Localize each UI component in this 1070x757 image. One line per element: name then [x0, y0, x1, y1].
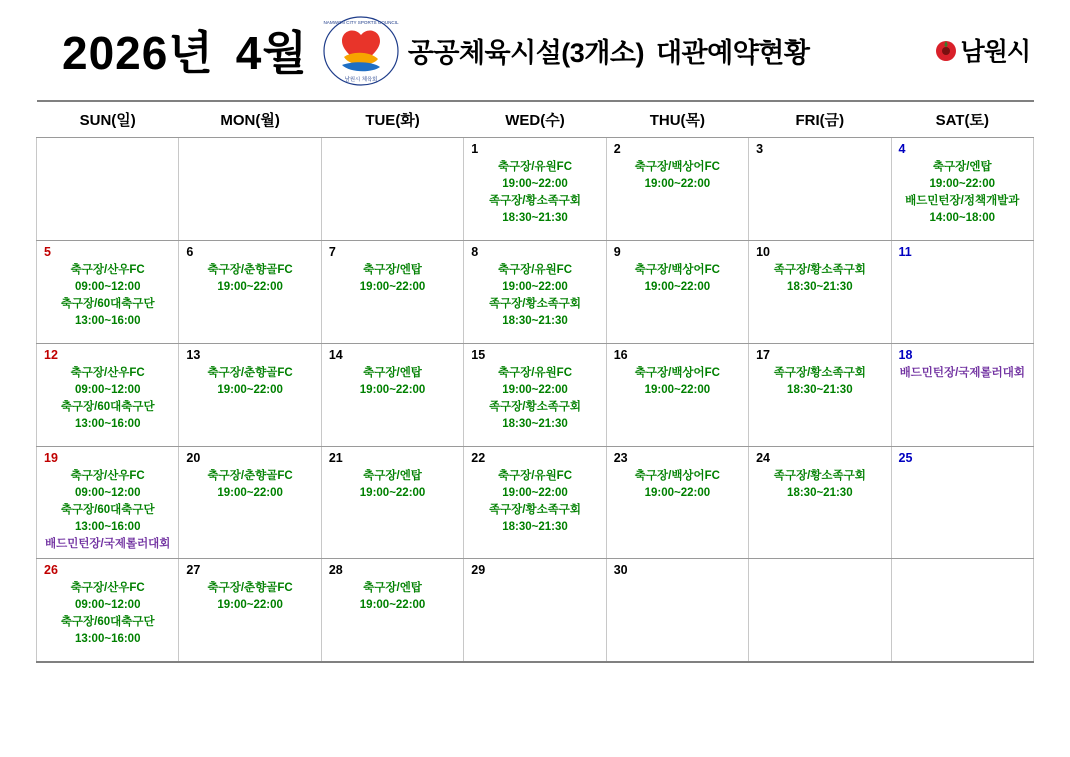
day-number: 16	[613, 348, 628, 362]
calendar-week-row	[37, 447, 1034, 559]
event-entry: 축구장/60대축구단	[60, 504, 155, 516]
event-entry: 족구장/황소족구회	[488, 504, 582, 516]
calendar-day-cell[interactable]	[606, 138, 748, 241]
day-number: 20	[186, 451, 201, 465]
day-number: 3	[756, 142, 764, 156]
event-entry: 축구장/백상어FC	[634, 264, 720, 276]
day-number: 28	[328, 563, 343, 577]
event-entry: 19:00~22:00	[359, 384, 426, 396]
calendar-week-row	[37, 344, 1034, 447]
calendar-day-cell[interactable]	[749, 344, 891, 447]
calendar-day-cell[interactable]	[891, 559, 1033, 662]
calendar-week-row	[37, 241, 1034, 344]
weekday-wed: WED(수)	[464, 101, 606, 138]
event-entry: 축구장/산우FC	[70, 470, 145, 482]
event-list	[325, 262, 460, 296]
calendar-day-cell[interactable]	[749, 447, 891, 559]
calendar-day-cell[interactable]	[464, 559, 606, 662]
event-entry: 13:00~16:00	[74, 315, 141, 327]
event-entry: 19:00~22:00	[502, 281, 568, 293]
event-entry: 축구장/산우FC	[70, 367, 145, 379]
event-list	[40, 262, 175, 330]
day-number: 24	[756, 451, 771, 465]
event-entry: 19:00~22:00	[217, 281, 283, 293]
event-entry: 19:00~22:00	[217, 384, 283, 396]
event-entry: 19:00~22:00	[359, 281, 426, 293]
calendar-body	[37, 138, 1034, 662]
weekday-sat: SAT(토)	[891, 101, 1033, 138]
event-list	[325, 468, 460, 502]
event-entry: 19:00~22:00	[502, 178, 568, 190]
event-list	[752, 365, 887, 399]
calendar-day-cell[interactable]	[749, 559, 891, 662]
sports-council-logo-icon	[322, 15, 400, 85]
calendar-day-cell[interactable]	[464, 138, 606, 241]
event-list	[610, 365, 745, 399]
event-list	[752, 468, 887, 502]
event-entry: 18:30~21:30	[502, 521, 568, 533]
event-entry: 축구장/춘향골FC	[207, 264, 293, 276]
calendar-day-cell[interactable]	[179, 447, 321, 559]
event-entry: 18:30~21:30	[787, 281, 853, 293]
event-entry: 18:30~21:30	[787, 487, 853, 499]
event-list	[325, 365, 460, 399]
event-list	[467, 262, 602, 330]
event-entry: 09:00~12:00	[74, 384, 141, 396]
page-header	[36, 0, 1034, 100]
day-number: 12	[44, 348, 58, 362]
calendar-day-cell[interactable]	[179, 559, 321, 662]
calendar-week-row	[37, 559, 1034, 662]
day-number: 4	[898, 142, 906, 156]
event-entry: 축구장/60대축구단	[60, 401, 155, 413]
day-number: 25	[898, 451, 913, 465]
event-entry: 18:30~21:30	[502, 315, 568, 327]
event-list	[40, 365, 175, 433]
event-entry: 19:00~22:00	[929, 178, 996, 190]
event-list	[752, 262, 887, 296]
event-list	[467, 468, 602, 536]
event-entry: 축구장/60대축구단	[60, 298, 155, 310]
day-number: 7	[328, 245, 336, 259]
calendar-day-cell[interactable]	[606, 241, 748, 344]
calendar-day-cell[interactable]	[606, 344, 748, 447]
event-entry: 축구장/백상어FC	[634, 161, 720, 173]
event-entry: 19:00~22:00	[359, 487, 426, 499]
calendar-day-cell[interactable]	[37, 241, 179, 344]
calendar-day-cell[interactable]	[321, 447, 463, 559]
event-list	[610, 262, 745, 296]
event-entry: 19:00~22:00	[502, 487, 568, 499]
day-number: 13	[186, 348, 201, 362]
calendar-table	[36, 100, 1034, 663]
day-number: 15	[471, 348, 486, 362]
day-number: 11	[898, 245, 912, 259]
day-number: 23	[613, 451, 628, 465]
event-entry: 축구장/엔탑	[363, 264, 422, 276]
calendar-day-cell[interactable]	[179, 344, 321, 447]
event-entry: 축구장/엔탑	[363, 367, 422, 379]
calendar-day-cell[interactable]	[321, 559, 463, 662]
event-entry: 19:00~22:00	[644, 281, 711, 293]
calendar-day-cell[interactable]	[464, 344, 606, 447]
day-number: 9	[613, 245, 621, 259]
event-entry: 19:00~22:00	[359, 599, 426, 611]
weekday-mon: MON(월)	[179, 101, 321, 138]
event-list	[610, 468, 745, 502]
event-list	[182, 468, 317, 502]
calendar-day-cell[interactable]	[37, 138, 179, 241]
event-entry: 족구장/황소족구회	[773, 367, 866, 379]
svg-text:남원시 체육회: 남원시 체육회	[344, 77, 378, 83]
event-entry: 09:00~12:00	[74, 487, 141, 499]
calendar-day-cell[interactable]	[179, 138, 321, 241]
event-entry: 축구장/엔탑	[932, 161, 992, 173]
calendar-day-cell[interactable]	[891, 344, 1033, 447]
day-number: 1	[471, 142, 479, 156]
event-entry: 축구장/백상어FC	[634, 470, 720, 482]
weekday-thu: THU(목)	[606, 101, 748, 138]
event-entry: 09:00~12:00	[74, 599, 141, 611]
event-entry: 13:00~16:00	[74, 418, 141, 430]
event-list	[182, 262, 317, 296]
event-list	[40, 468, 175, 553]
page-title	[62, 17, 308, 83]
calendar-day-cell[interactable]	[606, 447, 748, 559]
event-entry: 축구장/산우FC	[70, 264, 145, 276]
event-entry: 배드민턴장/국제롤러대회	[899, 367, 1025, 379]
weekday-header-row	[37, 101, 1034, 138]
event-entry: 배드민턴장/국제롤러대회	[45, 538, 171, 550]
event-entry: 축구장/유원FC	[497, 161, 573, 173]
calendar-day-cell[interactable]	[37, 344, 179, 447]
event-entry: 족구장/황소족구회	[488, 401, 582, 413]
calendar-day-cell[interactable]	[891, 138, 1033, 241]
calendar-day-cell[interactable]	[321, 344, 463, 447]
event-list	[895, 159, 1030, 227]
event-entry: 축구장/유원FC	[497, 470, 573, 482]
calendar-week-row	[37, 138, 1034, 241]
calendar-day-cell[interactable]	[179, 241, 321, 344]
event-entry: 족구장/황소족구회	[488, 298, 582, 310]
calendar-day-cell[interactable]	[891, 241, 1033, 344]
day-number: 5	[44, 245, 51, 259]
event-entry: 축구장/엔탑	[363, 470, 422, 482]
calendar-day-cell[interactable]	[749, 138, 891, 241]
day-number: 6	[186, 245, 194, 259]
event-list	[182, 365, 317, 399]
calendar-day-cell[interactable]	[749, 241, 891, 344]
event-entry: 축구장/엔탑	[363, 582, 422, 594]
event-entry: 축구장/60대축구단	[60, 616, 155, 628]
city-name: 남원시	[960, 38, 1030, 66]
day-number: 21	[328, 451, 343, 465]
event-entry: 축구장/춘향골FC	[207, 470, 293, 482]
event-entry: 축구장/유원FC	[497, 264, 573, 276]
event-list	[467, 159, 602, 227]
calendar-day-cell[interactable]	[321, 138, 463, 241]
day-number: 8	[471, 245, 479, 259]
city-brand	[933, 32, 1034, 68]
event-entry: 축구장/백상어FC	[634, 367, 720, 379]
weekday-tue: TUE(화)	[321, 101, 463, 138]
event-entry: 19:00~22:00	[644, 487, 711, 499]
event-entry: 족구장/황소족구회	[773, 470, 866, 482]
event-entry: 13:00~16:00	[74, 633, 141, 645]
namwon-flower-icon	[933, 37, 959, 63]
page-subtitle	[408, 31, 810, 70]
day-number: 30	[613, 563, 628, 577]
calendar-day-cell[interactable]	[606, 559, 748, 662]
event-entry: 축구장/산우FC	[70, 582, 145, 594]
calendar-day-cell[interactable]	[321, 241, 463, 344]
event-entry: 축구장/춘향골FC	[207, 367, 293, 379]
event-entry: 09:00~12:00	[74, 281, 141, 293]
event-list	[467, 365, 602, 433]
event-entry: 19:00~22:00	[217, 599, 283, 611]
weekday-sun: SUN(일)	[37, 101, 179, 138]
event-entry: 족구장/황소족구회	[773, 264, 866, 276]
calendar-day-cell[interactable]	[891, 447, 1033, 559]
day-number: 14	[328, 348, 343, 362]
facility-title: 공공체육시설(3개소)	[407, 37, 644, 68]
calendar-day-cell[interactable]	[37, 559, 179, 662]
event-entry: 19:00~22:00	[502, 384, 568, 396]
event-entry: 19:00~22:00	[644, 178, 711, 190]
title-year: 2026년	[62, 27, 214, 79]
event-list	[895, 365, 1030, 382]
day-number: 22	[471, 451, 486, 465]
calendar-day-cell[interactable]	[37, 447, 179, 559]
day-number: 18	[898, 348, 913, 362]
event-entry: 축구장/춘향골FC	[207, 582, 293, 594]
day-number: 26	[44, 563, 58, 577]
day-number: 27	[186, 563, 201, 577]
reservation-title: 대관예약현황	[655, 37, 810, 68]
event-entry: 축구장/유원FC	[497, 367, 573, 379]
event-entry: 족구장/황소족구회	[488, 195, 582, 207]
event-entry: 18:30~21:30	[502, 418, 568, 430]
day-number: 19	[44, 451, 58, 465]
event-entry: 19:00~22:00	[217, 487, 283, 499]
day-number: 2	[613, 142, 621, 156]
day-number: 17	[756, 348, 771, 362]
event-list	[182, 580, 317, 614]
event-entry: 18:30~21:30	[787, 384, 853, 396]
svg-text:NAMWON CITY SPORTS COUNCIL: NAMWON CITY SPORTS COUNCIL	[323, 20, 399, 25]
weekday-fri: FRI(금)	[749, 101, 891, 138]
event-entry: 배드민턴장/정책개발과	[905, 195, 1020, 207]
title-month: 4월	[235, 27, 308, 79]
event-list	[40, 580, 175, 648]
calendar-day-cell[interactable]	[464, 241, 606, 344]
day-number: 10	[756, 245, 771, 259]
event-list	[325, 580, 460, 614]
calendar-day-cell[interactable]	[464, 447, 606, 559]
event-entry: 18:30~21:30	[502, 212, 568, 224]
event-list	[610, 159, 745, 193]
event-entry: 13:00~16:00	[74, 521, 141, 533]
event-entry: 19:00~22:00	[644, 384, 711, 396]
event-entry: 14:00~18:00	[929, 212, 996, 224]
day-number: 29	[471, 563, 486, 577]
